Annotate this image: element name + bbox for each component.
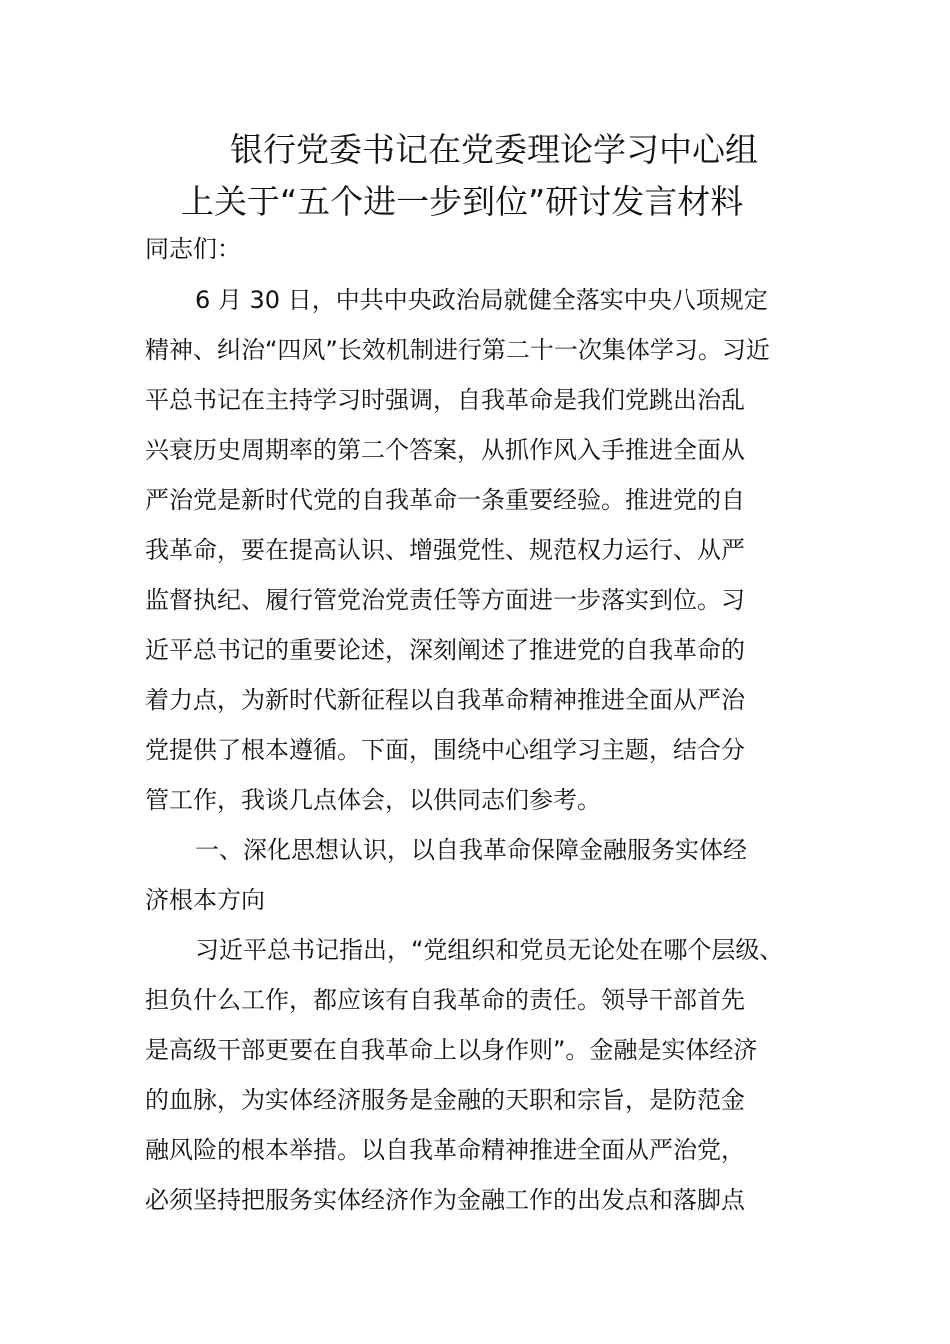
document-title-line-1: 银行党委书记在党委理论学习中心组 <box>230 130 758 169</box>
body-line: 管工作，我谈几点体会，以供同志们参考。 <box>145 786 601 814</box>
body-line: 近平总书记的重要论述，深刻阐述了推进党的自我革命的 <box>145 636 745 664</box>
section-heading-line: 济根本方向 <box>145 886 265 914</box>
body-line: 的血脉，为实体经济服务是金融的天职和宗旨，是防范金 <box>145 1086 745 1114</box>
body-line: 6 月 30 日，中共中央政治局就健全落实中央八项规定 <box>195 286 768 314</box>
section-heading-line: 一、深化思想认识，以自我革命保障金融服务实体经 <box>195 836 747 864</box>
body-line: 党提供了根本遵循。下面，围绕中心组学习主题，结合分 <box>145 736 745 764</box>
body-line: 必须坚持把服务实体经济作为金融工作的出发点和落脚点 <box>145 1186 745 1214</box>
body-line: 严治党是新时代党的自我革命一条重要经验。推进党的自 <box>145 486 745 514</box>
body-line: 融风险的根本举措。以自我革命精神推进全面从严治党， <box>145 1136 745 1164</box>
body-line: 平总书记在主持学习时强调，自我革命是我们党跳出治乱 <box>145 386 745 414</box>
body-line: 担负什么工作，都应该有自我革命的责任。领导干部首先 <box>145 986 745 1014</box>
body-line: 监督执纪、履行管党治党责任等方面进一步落实到位。习 <box>145 586 745 614</box>
body-line: 是高级干部更要在自我革命上以身作则”。金融是实体经济 <box>145 1036 758 1064</box>
body-line: 精神、纠治“四风”长效机制进行第二十一次集体学习。习近 <box>145 336 770 364</box>
body-line: 习近平总书记指出，“党组织和党员无论处在哪个层级、 <box>195 936 784 964</box>
body-line: 着力点，为新时代新征程以自我革命精神推进全面从严治 <box>145 686 745 714</box>
document-title-line-2: 上关于“五个进一步到位”研讨发言材料 <box>181 182 744 221</box>
body-line: 我革命，要在提高认识、增强党性、规范权力运行、从严 <box>145 536 745 564</box>
body-line: 兴衰历史周期率的第二个答案，从抓作风入手推进全面从 <box>145 436 745 464</box>
salutation: 同志们： <box>145 235 241 263</box>
